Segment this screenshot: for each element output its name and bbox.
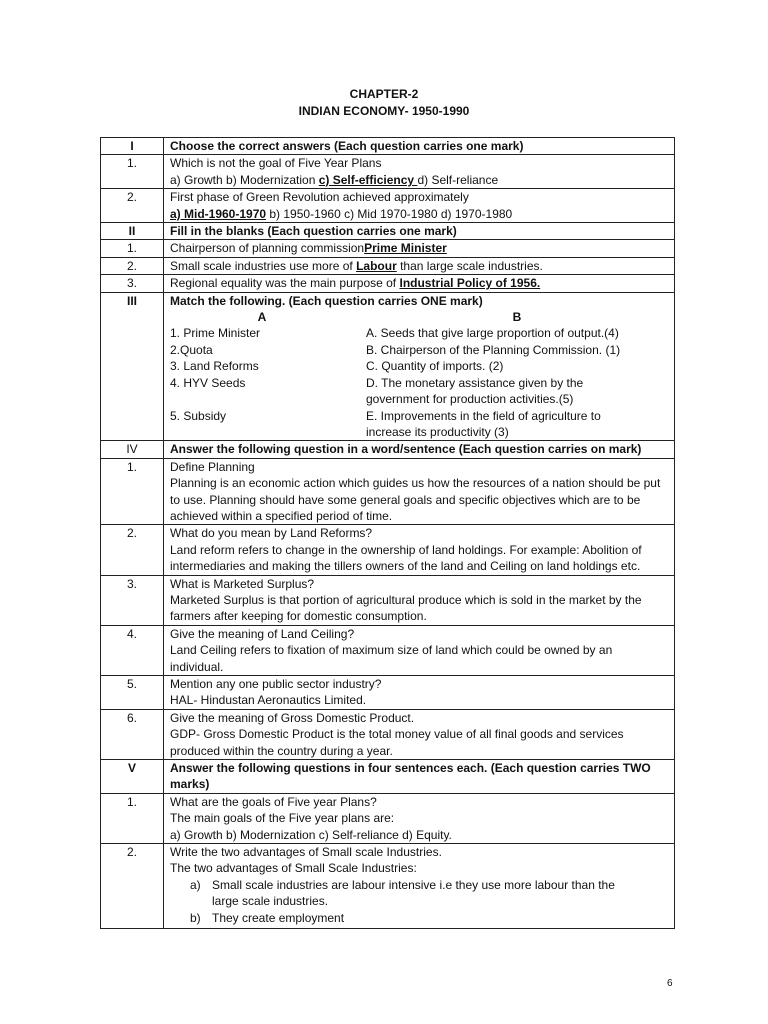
answer-text: HAL- Hindustan Aeronautics Limited. xyxy=(170,693,367,708)
section-heading: Answer the following questions in four sentences each. (Each question carries TWO marks) xyxy=(164,760,675,794)
question-number: 4. xyxy=(101,625,164,675)
answer-text: Industrial Policy of 1956. xyxy=(399,276,541,291)
section-row xyxy=(101,441,675,458)
question-number: 2. xyxy=(101,844,164,929)
match-row xyxy=(164,408,674,441)
section-number: II xyxy=(101,223,164,240)
question-cell xyxy=(164,709,675,759)
match-b: E. Improvements in the field of agriculture to increase its productivity (3) xyxy=(366,408,601,439)
table-row xyxy=(101,625,675,675)
table-row xyxy=(101,525,675,575)
question-text: Give the meaning of Gross Domestic Product. xyxy=(170,710,415,725)
sub-point-text: Small scale industries are labour intensive i.e they use more labour than the xyxy=(212,877,615,892)
question-number: 1. xyxy=(101,240,164,257)
match-cell xyxy=(164,292,675,441)
question-cell xyxy=(164,575,675,625)
question-text: First phase of Green Revolution achieved approximately xyxy=(170,190,469,205)
table-row xyxy=(101,155,675,189)
option-text: a) Growth b) Modernization xyxy=(170,172,319,187)
options-line xyxy=(170,172,668,188)
answer-text: a) Mid-1960-1970 xyxy=(170,206,267,221)
question-cell xyxy=(164,189,675,223)
answer-text: c) Self-efficiency xyxy=(318,172,418,187)
question-cell xyxy=(164,793,675,843)
section-row xyxy=(101,223,675,240)
match-a: 2.Quota xyxy=(170,342,213,357)
page-number: 6 xyxy=(667,978,673,989)
page-title: INDIAN ECONOMY- 1950-1990 xyxy=(298,104,470,118)
question-number: 6. xyxy=(101,709,164,759)
question-text: than large scale industries. xyxy=(396,258,543,273)
answer-text: Land Ceiling refers to fixation of maximum size of land which could be owned by an individual. xyxy=(170,643,613,674)
question-text: What is Marketed Surplus? xyxy=(170,576,315,591)
answer-text: The two advantages of Small Scale Industries: xyxy=(170,861,417,876)
match-a: 3. Land Reforms xyxy=(170,359,259,374)
question-text: Define Planning xyxy=(170,459,255,474)
table-row xyxy=(101,575,675,625)
sub-point xyxy=(170,910,668,926)
question-text: What do you mean by Land Reforms? xyxy=(170,526,373,541)
match-table xyxy=(164,309,674,440)
match-row xyxy=(164,342,674,358)
question-cell xyxy=(164,525,675,575)
section-row xyxy=(101,292,675,441)
question-cell xyxy=(164,155,675,189)
question-number: 1. xyxy=(101,458,164,525)
section-number: V xyxy=(101,760,164,794)
section-number: IV xyxy=(101,441,164,458)
question-number: 2. xyxy=(101,189,164,223)
option-text: d) Self-reliance xyxy=(417,172,499,187)
table-row xyxy=(101,676,675,710)
column-a-header: A xyxy=(257,310,267,325)
question-cell xyxy=(164,625,675,675)
options-line xyxy=(170,206,668,222)
question-text: Give the meaning of Land Ceiling? xyxy=(170,626,355,641)
match-row xyxy=(164,375,674,408)
question-text: Chairperson of planning commission xyxy=(170,241,365,256)
answer-text: a) Growth b) Modernization c) Self-reliance d) Equity. xyxy=(170,827,452,842)
answer-text: Marketed Surplus is that portion of agricultural produce which is sold in the market by the farmers after keeping for domestic consumption. xyxy=(170,592,642,624)
match-b: B. Chairperson of the Planning Commission. (1) xyxy=(366,342,621,357)
table-row xyxy=(101,240,675,257)
answer-text: Prime Minister xyxy=(364,241,447,256)
match-b: C. Quantity of imports. (2) xyxy=(366,359,504,374)
question-number: 3. xyxy=(101,275,164,292)
question-number: 1. xyxy=(101,155,164,189)
match-a: 5. Subsidy xyxy=(170,408,227,423)
question-cell xyxy=(164,240,675,257)
question-text: Regional equality was the main purpose of xyxy=(170,276,400,291)
table-row xyxy=(101,275,675,292)
section-row xyxy=(101,760,675,794)
question-number: 2. xyxy=(101,257,164,274)
match-row xyxy=(164,358,674,374)
question-cell xyxy=(164,458,675,525)
chapter-label: CHAPTER-2 xyxy=(349,87,419,101)
sub-point-text: They create employment xyxy=(212,910,345,925)
question-text: Which is not the goal of Five Year Plans xyxy=(170,156,382,171)
section-number: I xyxy=(101,138,164,155)
table-row xyxy=(101,793,675,843)
question-number: 5. xyxy=(101,676,164,710)
option-text: b) 1950-1960 c) Mid 1970-1980 d) 1970-1980 xyxy=(266,206,513,221)
question-number: 2. xyxy=(101,525,164,575)
answer-text: Planning is an economic action which guides us how the resources of a nation should be put to use. Planning should have some general goals and specific objectives which are to be achieved within a specified period of time. xyxy=(170,476,661,523)
section-number: III xyxy=(101,292,164,441)
match-a: 4. HYV Seeds xyxy=(170,375,246,390)
question-number: 1. xyxy=(101,793,164,843)
answer-text: Land reform refers to change in the ownership of land holdings. For example: Abolition of intermediaries and making the tillers owners of the land and Ceiling on land holdings etc. xyxy=(170,542,642,574)
question-number: 3. xyxy=(101,575,164,625)
answer-text: GDP- Gross Domestic Product is the total money value of all final goods and services produced within the country during a year. xyxy=(170,727,624,758)
column-b-header: B xyxy=(512,310,522,325)
document-header xyxy=(0,86,768,120)
section-heading: Choose the correct answers (Each question carries one mark) xyxy=(164,138,675,155)
match-a: 1. Prime Minister xyxy=(170,326,261,341)
question-text: Write the two advantages of Small scale Industries. xyxy=(170,845,442,860)
question-table xyxy=(100,137,675,929)
question-cell xyxy=(164,676,675,710)
table-row xyxy=(101,257,675,274)
question-text: Mention any one public sector industry? xyxy=(170,677,382,691)
question-text: What are the goals of Five year Plans? xyxy=(170,794,377,809)
section-row xyxy=(101,138,675,155)
table-row xyxy=(101,189,675,223)
match-row xyxy=(164,325,674,341)
question-cell xyxy=(164,844,675,929)
table-row xyxy=(101,844,675,929)
match-b: D. The monetary assistance given by the government for production activities.(5) xyxy=(366,375,584,407)
answer-text: The main goals of the Five year plans are: xyxy=(170,811,395,826)
question-cell xyxy=(164,275,675,292)
table-row xyxy=(101,709,675,759)
sub-point-label: b) xyxy=(190,910,201,925)
table-row xyxy=(101,458,675,525)
sub-point-label: a) xyxy=(190,877,201,892)
sub-point xyxy=(170,877,668,893)
sub-point-continuation: large scale industries. xyxy=(212,894,329,909)
question-cell xyxy=(164,257,675,274)
section-heading: Match the following. (Each question carries ONE mark) xyxy=(170,293,483,308)
section-heading: Fill in the blanks (Each question carries one mark) xyxy=(164,223,675,240)
answer-text: Labour xyxy=(356,258,397,273)
question-text: Small scale industries use more of xyxy=(170,258,357,273)
section-heading: Answer the following question in a word/sentence (Each question carries on mark) xyxy=(164,441,675,458)
match-b: A. Seeds that give large proportion of output.(4) xyxy=(366,326,619,341)
